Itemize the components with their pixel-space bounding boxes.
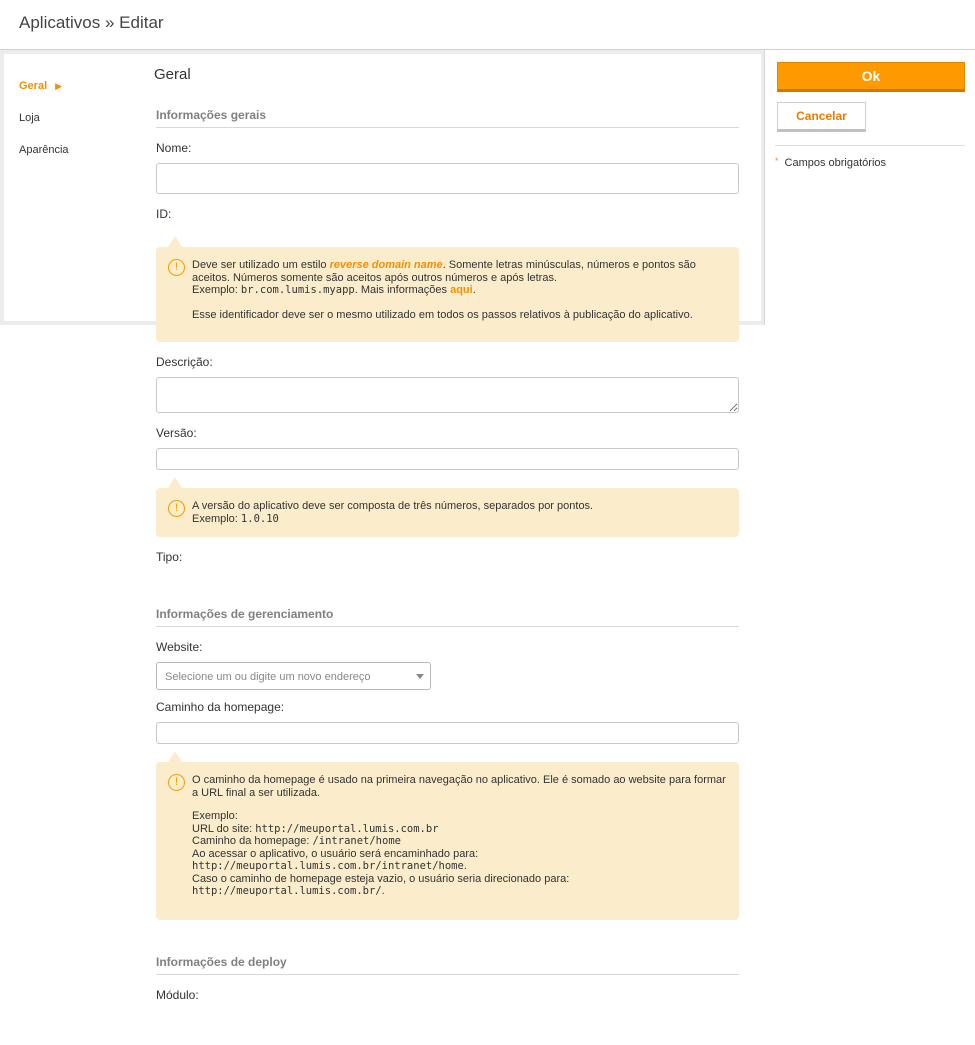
tip-emphasis: reverse domain name: [329, 259, 443, 271]
chevron-down-icon[interactable]: [416, 674, 424, 679]
website-label: Website:: [156, 640, 203, 654]
group-header-deploy: Informações de deploy: [156, 955, 739, 975]
sidebar-item-loja[interactable]: [19, 102, 129, 134]
sidebar-nav: [19, 70, 129, 166]
homepage-tip-access-text: Ao acessar o aplicativo, o usuário será encaminhado para:: [192, 847, 479, 860]
warning-icon: !: [168, 774, 185, 791]
tip-code: br.com.lumis.myapp: [240, 284, 355, 296]
tip-text: Exemplo:: [192, 512, 241, 525]
homepage-label: Caminho da homepage:: [156, 700, 285, 714]
breadcrumb: Aplicativos » Editar: [19, 13, 164, 32]
tip-text: .: [463, 860, 467, 872]
id-tip-paragraph-2: [192, 284, 727, 297]
homepage-input[interactable]: [156, 722, 739, 744]
tipo-label: Tipo:: [156, 550, 183, 564]
tip-text: .: [472, 284, 476, 296]
ok-button[interactable]: Ok: [777, 62, 965, 92]
modulo-label: Módulo:: [156, 988, 199, 1002]
nome-label: Nome:: [156, 141, 192, 155]
tip-text: . Somente letras minúsculas, números e pontos são aceitos. Números somente são aceitos após outros números e após letras.: [192, 259, 696, 284]
tip-text: Deve ser utilizado um estilo: [192, 259, 330, 271]
page-header: [0, 0, 975, 50]
homepage-help-tip: [156, 762, 739, 920]
homepage-tip-access-url: [192, 860, 727, 873]
id-tip-paragraph-1: [192, 259, 727, 284]
more-info-link[interactable]: aqui: [450, 284, 473, 296]
nome-input[interactable]: [156, 163, 739, 194]
homepage-tip-example-title: Exemplo:: [192, 810, 238, 822]
warning-icon: !: [168, 500, 185, 517]
homepage-tip-paragraph-1: O caminho da homepage é usado na primeira navegação no aplicativo. Ele é somado ao website para formar a URL final a ser utilizada.: [192, 774, 726, 799]
warning-icon: !: [168, 259, 185, 276]
actions-divider: [775, 145, 965, 146]
tip-text: . Mais informações: [354, 284, 451, 296]
sidebar-item-label: Aparência: [19, 144, 69, 156]
tip-text: Caminho da homepage:: [192, 835, 313, 847]
id-help-tip: [156, 247, 739, 342]
id-tip-paragraph-3: Esse identificador deve ser o mesmo utilizado em todos os passos relativos à publicação do aplicativo.: [192, 308, 693, 321]
required-asterisk-icon: *: [775, 156, 779, 166]
required-fields-note: [775, 156, 886, 169]
sidebar-item-geral[interactable]: [19, 70, 129, 102]
sidebar-item-aparencia[interactable]: [19, 134, 129, 166]
versao-help-tip: [156, 488, 739, 537]
website-select-placeholder: Selecione um ou digite um novo endereço: [165, 671, 371, 683]
homepage-tip-url: [192, 823, 727, 836]
group-header-management: Informações de gerenciamento: [156, 607, 739, 627]
homepage-tip-path: [192, 835, 727, 848]
versao-tip-line-2: [192, 513, 727, 526]
website-select[interactable]: [156, 662, 431, 690]
homepage-tip-empty-url: [192, 885, 727, 898]
tip-code: http://meuportal.lumis.com.br/: [192, 885, 382, 897]
cancel-button[interactable]: Cancelar: [777, 102, 866, 132]
descricao-textarea[interactable]: [156, 377, 739, 413]
section-title: Geral: [154, 66, 191, 83]
id-label: ID:: [156, 207, 172, 221]
homepage-tip-empty-text: Caso o caminho de homepage esteja vazio, o usuário seria direcionado para:: [192, 872, 570, 885]
versao-label: Versão:: [156, 426, 197, 440]
tip-text: Exemplo:: [192, 284, 241, 296]
versao-input[interactable]: [156, 448, 739, 470]
group-header-general: Informações gerais: [156, 108, 739, 128]
sidebar-item-label: Geral: [19, 80, 48, 92]
tip-code: /intranet/home: [312, 835, 401, 847]
required-note-text: Campos obrigatórios: [784, 157, 887, 169]
descricao-label: Descrição:: [156, 355, 213, 369]
tip-text: URL do site:: [192, 822, 256, 835]
sidebar-item-label: Loja: [19, 112, 40, 124]
tip-code: http://meuportal.lumis.com.br: [255, 822, 439, 835]
tip-code: http://meuportal.lumis.com.br/intranet/home: [192, 860, 464, 872]
active-arrow-icon: ▶: [55, 80, 63, 91]
tip-code: 1.0.10: [240, 512, 279, 525]
versao-tip-line-1: A versão do aplicativo deve ser composta de três números, separados por pontos.: [192, 500, 594, 512]
tip-text: .: [381, 885, 385, 897]
